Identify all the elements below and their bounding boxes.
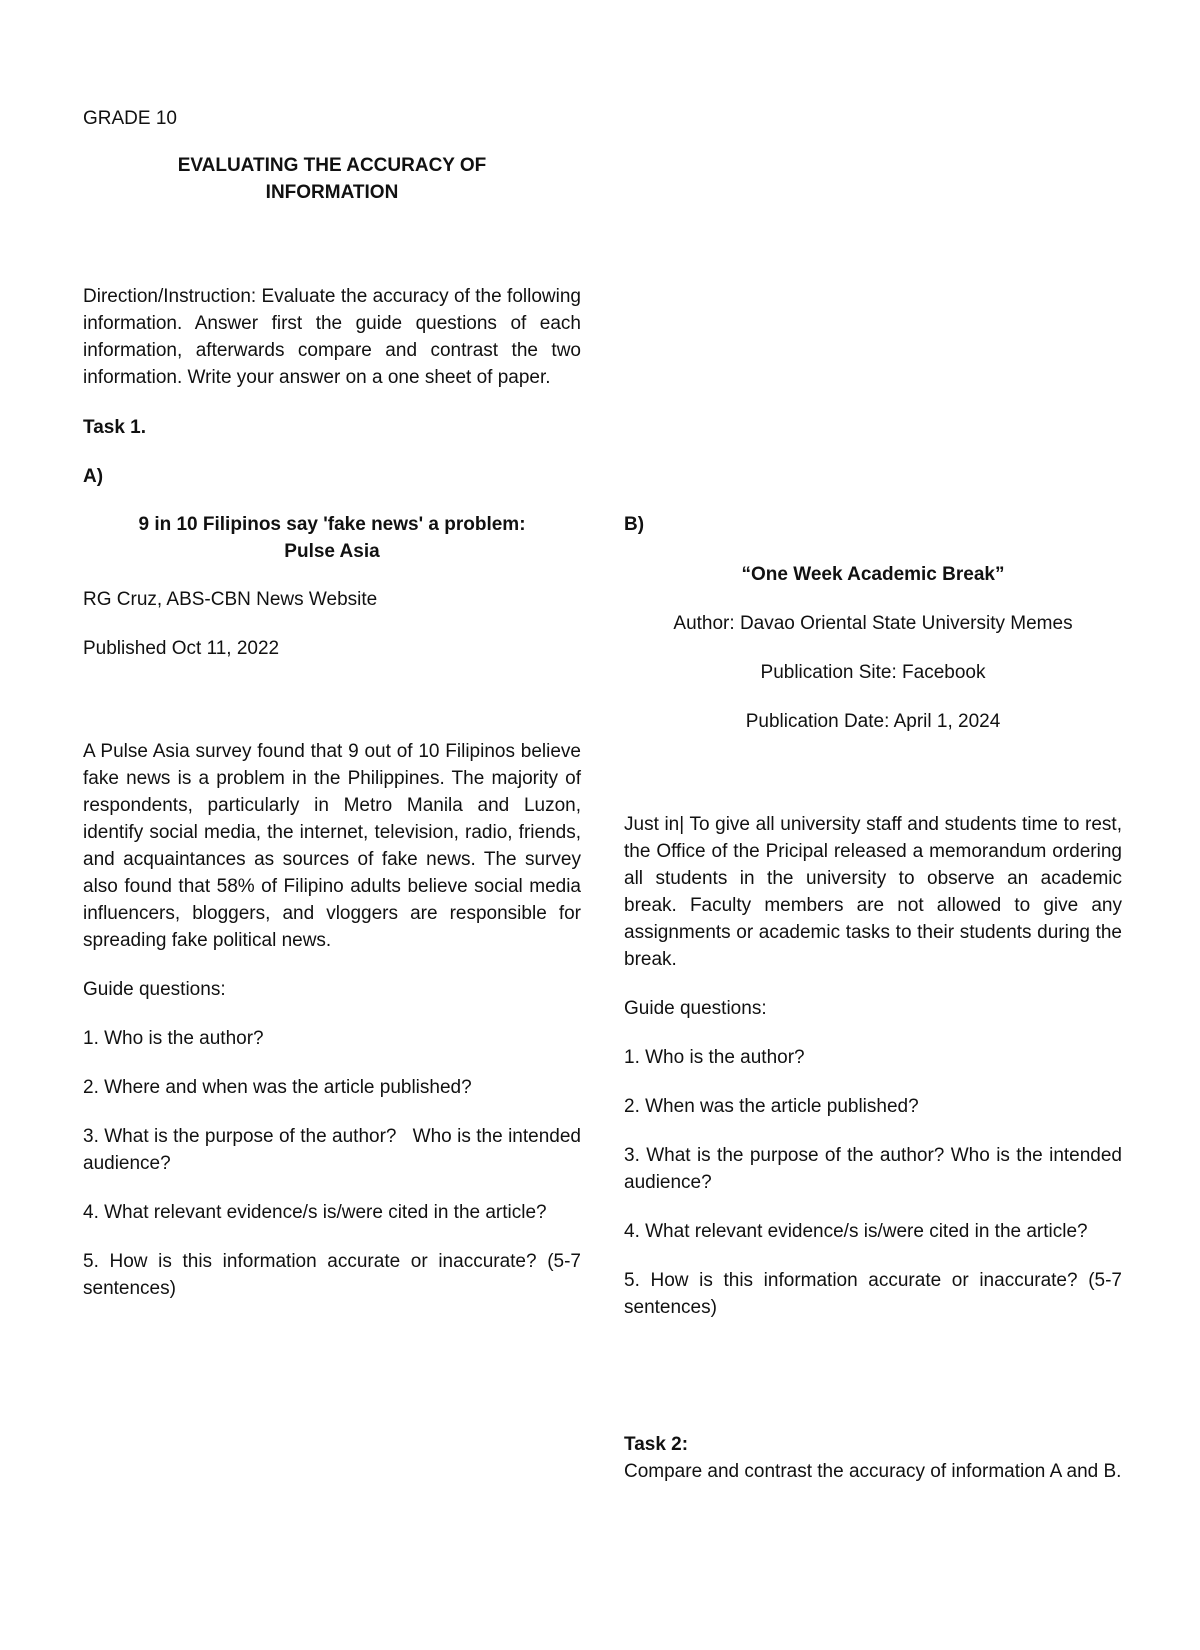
article-a-question: 4. What relevant evidence/s is/were cited in the article? [83, 1202, 547, 1223]
task2-label: Task 2: [624, 1434, 689, 1455]
task2-text: Compare and contrast the accuracy of information A and B. [624, 1461, 1122, 1482]
article-a-label: A) [83, 466, 104, 487]
article-b-question: 3. What is the purpose of the author? Who is the intended audience? [624, 1145, 1122, 1193]
document-title-line-1: EVALUATING THE ACCURACY OF [177, 155, 487, 176]
article-a-title-line-1: 9 in 10 Filipinos say 'fake news' a problem: [138, 514, 526, 535]
article-a-questions [83, 1025, 587, 1302]
article-a-body: A Pulse Asia survey found that 9 out of 10 Filipinos believe fake news is a problem in the Philippines. The majority of respondents, particularly in Metro Manila and Luzon, identify social media, the internet, television, radio, friends, and acquaintances as sources of fake news. The survey also found that 58% of Filipino adults believe social media influencers, bloggers, and vloggers are responsible for spreading fake political news. [83, 741, 581, 951]
instructions-text: Direction/Instruction: Evaluate the accuracy of the following information. Answer first the guide questions of each information, afterwards compare and contrast the two information. Write your answer on a one sheet of paper. [83, 286, 581, 388]
article-a-question: 5. How is this information accurate or inaccurate? (5-7 sentences) [83, 1251, 581, 1299]
task2-section [624, 1431, 1122, 1485]
article-a-title-line-2: Pulse Asia [284, 541, 380, 562]
article-b-site: Publication Site: Facebook [760, 662, 986, 683]
article-b-question: 5. How is this information accurate or inaccurate? (5-7 sentences) [624, 1270, 1122, 1318]
left-column [83, 105, 587, 1302]
article-b-question: 4. What relevant evidence/s is/were cited in the article? [624, 1221, 1088, 1242]
article-a-guide-label: Guide questions: [83, 979, 226, 1000]
article-a-published: Published Oct 11, 2022 [83, 638, 280, 659]
article-a-question: 2. Where and when was the article published? [83, 1077, 472, 1098]
right-column [624, 511, 1122, 1321]
document-title [83, 152, 581, 206]
article-a-question: 3. What is the purpose of the author? Who is the intended audience? [83, 1126, 587, 1174]
document-title-line-2: INFORMATION [265, 182, 399, 203]
article-a-title [83, 511, 581, 565]
article-b-label: B) [624, 514, 645, 535]
task1-label: Task 1. [83, 417, 147, 438]
article-b-question: 1. Who is the author? [624, 1047, 805, 1068]
article-b-guide-label: Guide questions: [624, 998, 767, 1019]
article-b-author: Author: Davao Oriental State University Memes [673, 613, 1073, 634]
article-b-date: Publication Date: April 1, 2024 [745, 711, 1001, 732]
article-b-question: 2. When was the article published? [624, 1096, 919, 1117]
article-b-body: Just in| To give all university staff and students time to rest, the Office of the Pricipal released a memorandum ordering all students in the university to observe an academic break. Faculty members are not allowed to give any assignments or academic tasks to their students during the break. [624, 814, 1122, 970]
article-b-title: “One Week Academic Break” [741, 564, 1005, 585]
article-b-questions [624, 1044, 1122, 1321]
grade-label: GRADE 10 [83, 108, 177, 129]
article-a-author: RG Cruz, ABS-CBN News Website [83, 589, 378, 610]
article-a-question: 1. Who is the author? [83, 1028, 264, 1049]
